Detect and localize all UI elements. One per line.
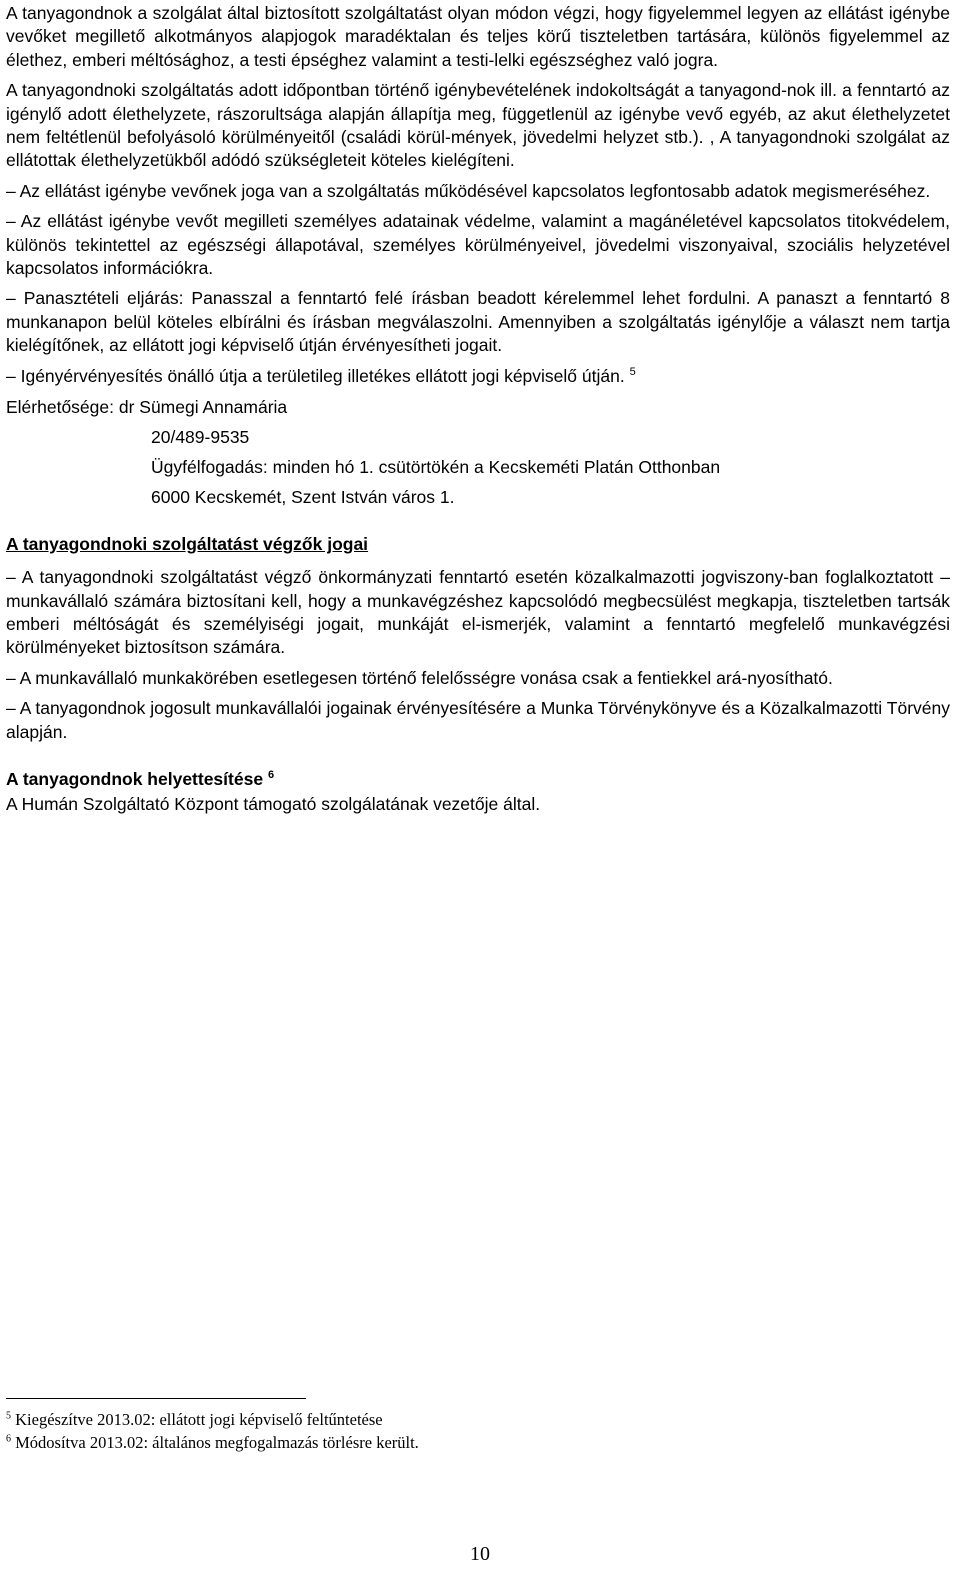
contact-details (151, 426, 950, 510)
paragraph-substitution: A Humán Szolgáltató Központ támogató szolgálatának vezetője által. (6, 794, 541, 815)
paragraph-eligibility: A tanyagondnoki szolgáltatás adott időpontban történő igénybevételének indokoltságát a tanyagond-nok ill. a fenntartó az igénylő adott élethelyzete, rászorultsága alapján állapítja meg, függetlenül az igénybe vevő egyéb, az akut élethelyzetet nem feltétlenül befolyásoló körülményeitől (családi körül-mények, jövedelmi helyzet stb.). , A tanyagondnoki szolgálat az ellátottak élethelyzetükből adódó szükségleteit köteles kielégíteni. (6, 80, 950, 171)
page-number: 10 (470, 1543, 490, 1565)
paragraph-information-right: – Az ellátást igénybe vevőnek joga van a szolgáltatás működésével kapcsolatos legfontosabb adatok megismeréséhez. (6, 180, 931, 201)
footnote-ref-5: 5 (629, 365, 636, 378)
contact-hours: Ügyfélfogadás: minden hó 1. csütörtökén a Kecskeméti Platán Otthonban (151, 456, 721, 477)
footnote-text: Módosítva 2013.02: általános megfogalmazás törlésre került. (11, 1433, 419, 1452)
footnote-text: Kiegészítve 2013.02: ellátott jogi képviselő feltűntetése (11, 1410, 383, 1429)
section-heading-substitution (6, 768, 950, 791)
section-heading-rights: A tanyagondnoki szolgáltatást végzők jogai (6, 533, 369, 554)
footnote-mark: 6 (6, 1433, 11, 1445)
footnote-separator (6, 1398, 306, 1399)
paragraph-employee-rights: – A tanyagondnoki szolgáltatást végző önkormányzati fenntartó esetén közalkalmazotti jogviszony-ban foglalkoztatott – munkavállaló számára biztosítani kell, hogy a munkavégzéshez kapcsolódó megbecsülést megkapja, tiszteletben tartsák emberi méltóságát és személyiségi jogait, munkáját el-ismerjék, valamint a fenntartó megfelelő munkavégzési körülményeket biztosítson számára. (6, 567, 950, 658)
legal-representative-text: – Igényérvényesítés önálló útja a területileg illetékes ellátott jogi képviselő útján. (6, 365, 625, 386)
paragraph-employee-enforcement: – A tanyagondnok jogosult munkavállalói jogainak érvényesítésére a Munka Törvénykönyve és a Közalkalmazotti Törvény alapján. (6, 698, 950, 742)
page-body (6, 2, 950, 817)
paragraph-complaint-procedure: – Panasztételi eljárás: Panasszal a fenntartó felé írásban beadott kérelemmel lehet fordulni. A panaszt a fenntartó 8 munkanapon belül köteles elbírálni és írásban megválaszolni. Amennyiben a szolgáltatás igénylője a választ nem tartja kielégítőnek, az ellátott jogi képviselő útján érvényesítheti jogait. (6, 288, 950, 356)
contact-label: Elérhetősége: dr Sümegi Annamária (6, 397, 288, 418)
paragraph-service-rights: A tanyagondnok a szolgálat által biztosított szolgáltatást olyan módon végzi, hogy figyelemmel legyen az ellátást igénybe vevőket megillető alkotmányos alapjogok maradéktalan és teljes körű tiszteletben tartására, különös figyelemmel az élethez, emberi méltósághoz, a testi épséghez valamint a testi-lelki egészséghez való jogra. (6, 3, 950, 70)
substitution-heading-text: A tanyagondnok helyettesítése (6, 768, 264, 789)
footnotes (6, 1408, 906, 1454)
paragraph-legal-representative (6, 365, 950, 388)
footnote-6 (6, 1431, 906, 1454)
footnote-mark: 5 (6, 1410, 11, 1422)
contact-address: 6000 Kecskemét, Szent István város 1. (151, 487, 455, 508)
paragraph-data-protection: – Az ellátást igénybe vevőt megilleti személyes adatainak védelme, valamint a magánéletével kapcsolatos titokvédelem, különös tekintettel az egészségi állapotával, személyes körülményeivel, jövedelmi viszonyaival, szociális helyzetével kapcsolatos információkra. (6, 211, 950, 279)
contact-phone: 20/489-9535 (151, 426, 250, 447)
footnote-ref-6: 6 (267, 769, 275, 782)
footnote-5 (6, 1408, 906, 1431)
paragraph-employee-liability: – A munkavállaló munkakörében esetlegesen történő felelősségre vonása csak a fentiekkel ará-nyosítható. (6, 667, 833, 688)
